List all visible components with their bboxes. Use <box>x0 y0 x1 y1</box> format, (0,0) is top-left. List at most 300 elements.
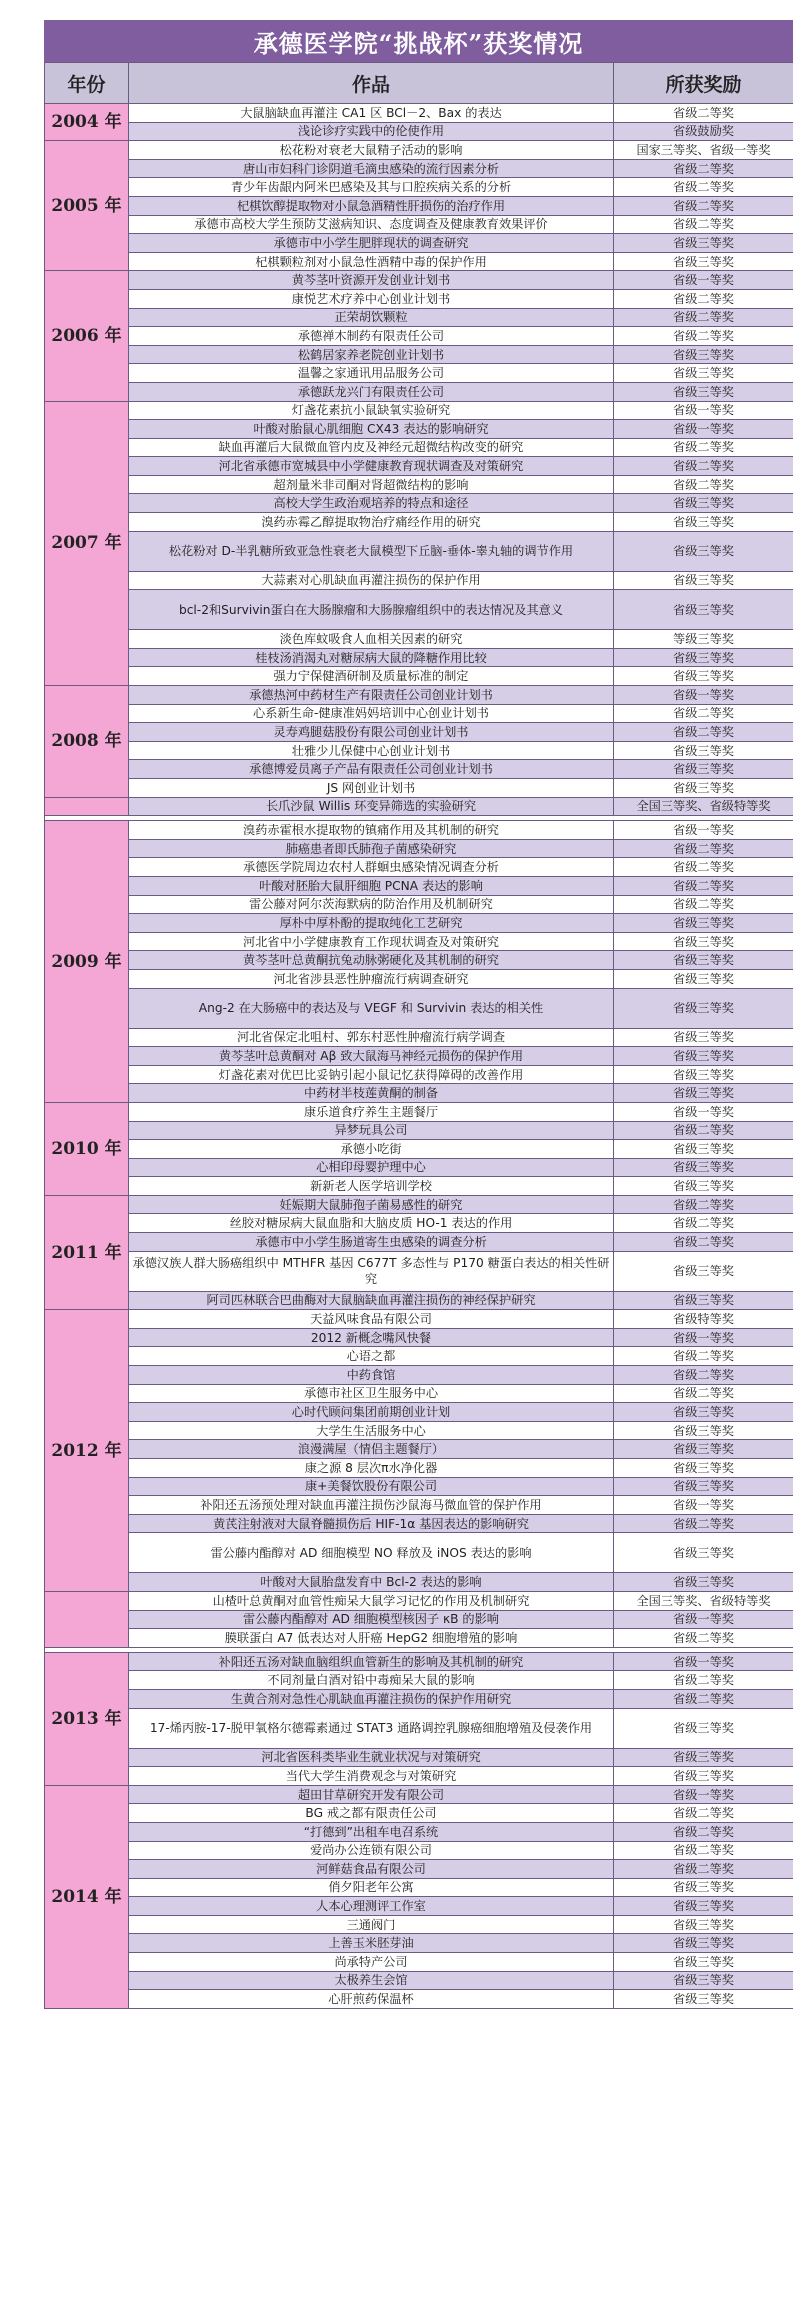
table-row <box>45 178 793 197</box>
award-cell: 省级二等奖 <box>614 475 793 494</box>
work-cell: 浪漫满屋（情侣主题餐厅） <box>129 1440 614 1459</box>
award-cell: 省级二等奖 <box>614 876 793 895</box>
work-cell: 松鹤居家养老院创业计划书 <box>129 345 614 364</box>
work-cell: 承德医学院周边农村人群蛔虫感染情况调查分析 <box>129 858 614 877</box>
award-cell: 省级二等奖 <box>614 704 793 723</box>
award-cell: 省级二等奖 <box>614 1214 793 1233</box>
table-row <box>45 779 793 798</box>
award-cell: 省级三等奖 <box>614 1403 793 1422</box>
award-cell: 等级三等奖 <box>614 630 793 649</box>
work-cell: 黄芩茎叶总黄酮对 Aβ 致大鼠海马神经元损伤的保护作用 <box>129 1047 614 1066</box>
award-cell: 省级三等奖 <box>614 1084 793 1103</box>
table-row <box>45 1102 793 1121</box>
table-row <box>45 1384 793 1403</box>
award-cell: 省级二等奖 <box>614 1233 793 1252</box>
table-row <box>45 494 793 513</box>
header-award: 所获奖励 <box>614 63 793 104</box>
table-row <box>45 648 793 667</box>
award-cell: 省级一等奖 <box>614 1652 793 1671</box>
work-cell: JS 网创业计划书 <box>129 779 614 798</box>
table-row <box>45 252 793 271</box>
work-cell: 不同剂量白酒对铅中毒痴呆大鼠的影响 <box>129 1671 614 1690</box>
work-cell: 上善玉米胚芽油 <box>129 1934 614 1953</box>
table-row <box>45 438 793 457</box>
work-cell: 补阳还五汤对缺血脑组织血管新生的影响及其机制的研究 <box>129 1652 614 1671</box>
work-cell: 超剂量米非司酮对肾超微结构的影响 <box>129 475 614 494</box>
work-cell: BG 戒之都有限责任公司 <box>129 1804 614 1823</box>
work-cell: bcl-2和Survivin蛋白在大肠腺瘤和大肠腺瘤组织中的表达情况及其意义 <box>129 590 614 630</box>
work-cell: 肺癌患者即氏肺孢子菌感染研究 <box>129 839 614 858</box>
award-cell: 省级三等奖 <box>614 1177 793 1196</box>
page-title: 承德医学院“挑战杯”获奖情况 <box>44 20 793 62</box>
table-row <box>45 159 793 178</box>
work-cell: 正荣胡饮颗粒 <box>129 308 614 327</box>
award-cell: 省级三等奖 <box>614 1971 793 1990</box>
work-cell: 17-烯丙胺-17-脱甲氧格尔德霉素通过 STAT3 通路调控乳腺癌细胞增殖及侵袭作用 <box>129 1708 614 1748</box>
table-row <box>45 308 793 327</box>
work-cell: 异梦玩具公司 <box>129 1121 614 1140</box>
work-cell: 爱尚办公连锁有限公司 <box>129 1841 614 1860</box>
table-row <box>45 289 793 308</box>
table-row <box>45 1767 793 1786</box>
work-cell: 人本心理测评工作室 <box>129 1897 614 1916</box>
award-cell: 省级二等奖 <box>614 1121 793 1140</box>
table-row <box>45 1028 793 1047</box>
work-cell: 承德汉族人群大肠癌组织中 MTHFR 基因 C677T 多态性与 P170 糖蛋白表达的相关性研究 <box>129 1251 614 1291</box>
work-cell: 灯盏花素对优巴比妥钠引起小鼠记忆获得障碍的改善作用 <box>129 1065 614 1084</box>
table-row <box>45 630 793 649</box>
award-cell: 省级一等奖 <box>614 420 793 439</box>
award-cell: 省级二等奖 <box>614 1689 793 1708</box>
award-cell: 省级三等奖 <box>614 951 793 970</box>
work-cell: 淡色库蚊吸食人血相关因素的研究 <box>129 630 614 649</box>
table-row <box>45 1496 793 1515</box>
award-cell: 省级三等奖 <box>614 1440 793 1459</box>
table-row <box>45 1158 793 1177</box>
table-row <box>45 667 793 686</box>
table-row <box>45 1689 793 1708</box>
table-row <box>45 457 793 476</box>
work-cell: 灵寿鸡腿菇股份有限公司创业计划书 <box>129 723 614 742</box>
award-cell: 省级二等奖 <box>614 1841 793 1860</box>
award-cell: 省级三等奖 <box>614 779 793 798</box>
table-row <box>45 531 793 571</box>
award-cell: 省级二等奖 <box>614 1860 793 1879</box>
award-cell: 省级三等奖 <box>614 494 793 513</box>
work-cell: 溴药赤霍根水提取物的镇痛作用及其机制的研究 <box>129 821 614 840</box>
work-cell: 大学生生活服务中心 <box>129 1421 614 1440</box>
work-cell: 河北省涉县恶性肿瘤流行病调查研究 <box>129 969 614 988</box>
table-row <box>45 1841 793 1860</box>
award-cell: 省级二等奖 <box>614 289 793 308</box>
work-cell: 壮雅少儿保健中心创业计划书 <box>129 741 614 760</box>
work-cell: 尚承特产公司 <box>129 1953 614 1972</box>
award-cell: 省级二等奖 <box>614 723 793 742</box>
table-row <box>45 1708 793 1748</box>
year-cell: 2008 年 <box>45 686 129 798</box>
work-cell: 承德市社区卫生服务中心 <box>129 1384 614 1403</box>
award-cell: 省级三等奖 <box>614 1767 793 1786</box>
award-cell: 省级鼓励奖 <box>614 122 793 141</box>
table-row <box>45 1573 793 1592</box>
work-cell: 心相印母婴护理中心 <box>129 1158 614 1177</box>
year-cell: 2005 年 <box>45 141 129 271</box>
work-cell: 灯盏花素抗小鼠缺氧实验研究 <box>129 401 614 420</box>
table-row <box>45 401 793 420</box>
table-row <box>45 1897 793 1916</box>
year-cell: 2009 年 <box>45 821 129 1103</box>
table-row <box>45 686 793 705</box>
award-cell: 省级三等奖 <box>614 932 793 951</box>
award-cell: 省级三等奖 <box>614 648 793 667</box>
award-cell: 省级特等奖 <box>614 1310 793 1329</box>
award-cell: 省级一等奖 <box>614 1785 793 1804</box>
award-cell: 省级三等奖 <box>614 1708 793 1748</box>
year-cell: 2011 年 <box>45 1195 129 1309</box>
work-cell: 承德禅木制药有限责任公司 <box>129 327 614 346</box>
work-cell: 康乐道食疗养生主题餐厅 <box>129 1102 614 1121</box>
award-cell: 省级一等奖 <box>614 1328 793 1347</box>
work-cell: 三通阀门 <box>129 1915 614 1934</box>
year-cell: 2013 年 <box>45 1652 129 1785</box>
table-row <box>45 1533 793 1573</box>
work-cell: 河北省保定北咀村、郭东村恶性肿瘤流行病学调查 <box>129 1028 614 1047</box>
award-cell: 省级三等奖 <box>614 667 793 686</box>
table-row <box>45 1347 793 1366</box>
work-cell: 补阳还五汤预处理对缺血再灌注损伤沙鼠海马微血管的保护作用 <box>129 1496 614 1515</box>
work-cell: 妊娠期大鼠肺孢子菌易感性的研究 <box>129 1195 614 1214</box>
table-row <box>45 1785 793 1804</box>
table-row <box>45 1214 793 1233</box>
table-row <box>45 1177 793 1196</box>
award-cell: 省级三等奖 <box>614 1251 793 1291</box>
award-cell: 省级二等奖 <box>614 215 793 234</box>
work-cell: 心语之都 <box>129 1347 614 1366</box>
award-cell: 省级三等奖 <box>614 513 793 532</box>
award-cell: 省级一等奖 <box>614 686 793 705</box>
award-cell: 省级三等奖 <box>614 1291 793 1310</box>
award-cell: 省级三等奖 <box>614 1028 793 1047</box>
table-row <box>45 914 793 933</box>
work-cell: 黄芩茎叶总黄酮抗兔动脉粥硬化及其机制的研究 <box>129 951 614 970</box>
award-cell: 省级三等奖 <box>614 741 793 760</box>
table-row <box>45 271 793 290</box>
work-cell: 河北省承德市宽城县中小学健康教育现状调查及对策研究 <box>129 457 614 476</box>
award-cell: 省级二等奖 <box>614 1822 793 1841</box>
award-cell: 省级一等奖 <box>614 821 793 840</box>
work-cell: 雷公藤对阿尔茨海默病的防治作用及机制研究 <box>129 895 614 914</box>
work-cell: 松花粉对 D-半乳糖所致亚急性衰老大鼠模型下丘脑-垂体-睾丸轴的调节作用 <box>129 531 614 571</box>
work-cell: “打德到”出租车电召系统 <box>129 1822 614 1841</box>
award-cell: 省级三等奖 <box>614 590 793 630</box>
award-cell: 省级三等奖 <box>614 1047 793 1066</box>
award-cell: 省级三等奖 <box>614 1065 793 1084</box>
work-cell: 天益风味食品有限公司 <box>129 1310 614 1329</box>
table-row <box>45 760 793 779</box>
table-row <box>45 1860 793 1879</box>
table-row <box>45 1403 793 1422</box>
work-cell: 叶酸对胚胎大鼠肝细胞 PCNA 表达的影响 <box>129 876 614 895</box>
awards-table-body <box>45 104 793 2009</box>
award-cell: 省级三等奖 <box>614 571 793 590</box>
award-cell: 省级三等奖 <box>614 252 793 271</box>
award-cell: 省级三等奖 <box>614 969 793 988</box>
work-cell: 康悦艺术疗养中心创业计划书 <box>129 289 614 308</box>
award-cell: 省级二等奖 <box>614 858 793 877</box>
table-row <box>45 1366 793 1385</box>
work-cell: 黄芪注射液对大鼠脊髓损伤后 HIF-1α 基因表达的影响研究 <box>129 1514 614 1533</box>
table-row <box>45 741 793 760</box>
table-row <box>45 364 793 383</box>
award-cell: 省级二等奖 <box>614 327 793 346</box>
table-row <box>45 382 793 401</box>
work-cell: 承德小吃街 <box>129 1140 614 1159</box>
award-cell: 省级三等奖 <box>614 234 793 253</box>
table-row <box>45 141 793 160</box>
table-row <box>45 1195 793 1214</box>
award-cell: 省级一等奖 <box>614 1102 793 1121</box>
table-row <box>45 1421 793 1440</box>
work-cell: 承德跃龙兴门有限责任公司 <box>129 382 614 401</box>
award-cell: 省级二等奖 <box>614 159 793 178</box>
award-cell: 省级三等奖 <box>614 1158 793 1177</box>
work-cell: 康+美餐饮股份有限公司 <box>129 1477 614 1496</box>
award-cell: 省级一等奖 <box>614 271 793 290</box>
table-row <box>45 1477 793 1496</box>
award-cell: 省级三等奖 <box>614 988 793 1028</box>
work-cell: 叶酸对胎鼠心肌细胞 CX43 表达的影响研究 <box>129 420 614 439</box>
table-row <box>45 1310 793 1329</box>
award-cell: 省级一等奖 <box>614 1496 793 1515</box>
work-cell: 俏夕阳老年公寓 <box>129 1878 614 1897</box>
table-row <box>45 1233 793 1252</box>
table-row <box>45 932 793 951</box>
work-cell: 承德博爱员离子产品有限责任公司创业计划书 <box>129 760 614 779</box>
work-cell: 黄芩茎叶资源开发创业计划书 <box>129 271 614 290</box>
work-cell: 承德市高校大学生预防艾滋病知识、态度调查及健康教育效果评价 <box>129 215 614 234</box>
table-row <box>45 1610 793 1629</box>
award-cell: 省级三等奖 <box>614 1915 793 1934</box>
award-cell: 省级一等奖 <box>614 1610 793 1629</box>
work-cell: 山楂叶总黄酮对血管性痴呆大鼠学习记忆的作用及机制研究 <box>129 1591 614 1610</box>
award-cell: 省级二等奖 <box>614 1671 793 1690</box>
work-cell: 雷公藤内酯醇对 AD 细胞模型 NO 释放及 iNOS 表达的影响 <box>129 1533 614 1573</box>
award-cell: 全国三等奖、省级特等奖 <box>614 797 793 816</box>
table-row <box>45 104 793 123</box>
table-row <box>45 1671 793 1690</box>
award-cell: 省级二等奖 <box>614 1195 793 1214</box>
award-cell: 省级二等奖 <box>614 438 793 457</box>
award-cell: 省级二等奖 <box>614 895 793 914</box>
work-cell: 松花粉对衰老大鼠精子活动的影响 <box>129 141 614 160</box>
award-cell: 省级三等奖 <box>614 1140 793 1159</box>
award-cell: 国家三等奖、省级一等奖 <box>614 141 793 160</box>
work-cell: 中药食馆 <box>129 1366 614 1385</box>
table-row <box>45 1047 793 1066</box>
work-cell: 承德热河中药材生产有限责任公司创业计划书 <box>129 686 614 705</box>
table-row <box>45 215 793 234</box>
table-row <box>45 1822 793 1841</box>
work-cell: 2012 新概念嘴风快餐 <box>129 1328 614 1347</box>
award-cell: 省级三等奖 <box>614 1459 793 1478</box>
table-row <box>45 327 793 346</box>
award-cell: 省级三等奖 <box>614 364 793 383</box>
award-cell: 省级二等奖 <box>614 104 793 123</box>
work-cell: 唐山市妇科门诊阴道毛滴虫感染的流行因素分析 <box>129 159 614 178</box>
table-row <box>45 122 793 141</box>
award-cell: 省级三等奖 <box>614 531 793 571</box>
year-cell <box>45 1591 129 1647</box>
table-header-row <box>45 63 793 104</box>
table-row <box>45 969 793 988</box>
table-row <box>45 590 793 630</box>
awards-table <box>44 62 793 2009</box>
table-row <box>45 1915 793 1934</box>
work-cell: 膜联蛋白 A7 低表达对人肝癌 HepG2 细胞增殖的影响 <box>129 1629 614 1648</box>
work-cell: 心系新生命-健康准妈妈培训中心创业计划书 <box>129 704 614 723</box>
table-row <box>45 1748 793 1767</box>
work-cell: 温馨之家通讯用品服务公司 <box>129 364 614 383</box>
work-cell: 丝胶对糖尿病大鼠血脂和大脑皮质 HO-1 表达的作用 <box>129 1214 614 1233</box>
table-row <box>45 1629 793 1648</box>
year-cell: 2012 年 <box>45 1310 129 1592</box>
work-cell: 承德市中小学生肥胖现状的调查研究 <box>129 234 614 253</box>
work-cell: 强力宁保健酒研制及质量标准的制定 <box>129 667 614 686</box>
work-cell: 杞棋饮醇提取物对小鼠急酒精性肝损伤的治疗作用 <box>129 196 614 215</box>
work-cell: 厚朴中厚朴酚的提取纯化工艺研究 <box>129 914 614 933</box>
awards-document <box>44 20 793 2009</box>
award-cell: 省级三等奖 <box>614 1878 793 1897</box>
table-row <box>45 1084 793 1103</box>
table-row <box>45 988 793 1028</box>
table-row <box>45 1328 793 1347</box>
award-cell: 省级三等奖 <box>614 914 793 933</box>
award-cell: 省级三等奖 <box>614 1573 793 1592</box>
work-cell: 超田甘草研究开发有限公司 <box>129 1785 614 1804</box>
year-cell: 2006 年 <box>45 271 129 401</box>
award-cell: 省级三等奖 <box>614 1990 793 2009</box>
table-row <box>45 571 793 590</box>
award-cell: 省级二等奖 <box>614 1629 793 1648</box>
table-row <box>45 1804 793 1823</box>
award-cell: 省级二等奖 <box>614 457 793 476</box>
work-cell: 大鼠脑缺血再灌注 CA1 区 BCl－2、Bax 的表达 <box>129 104 614 123</box>
work-cell: Ang-2 在大肠癌中的表达及与 VEGF 和 Survivin 表达的相关性 <box>129 988 614 1028</box>
work-cell: 缺血再灌后大鼠微血管内皮及神经元超微结构改变的研究 <box>129 438 614 457</box>
work-cell: 河北省医科类毕业生就业状况与对策研究 <box>129 1748 614 1767</box>
award-cell: 省级二等奖 <box>614 1347 793 1366</box>
work-cell: 中药材半枝莲黄酮的制备 <box>129 1084 614 1103</box>
award-cell: 省级三等奖 <box>614 1953 793 1972</box>
table-row <box>45 234 793 253</box>
work-cell: 河鲜菇食品有限公司 <box>129 1860 614 1879</box>
work-cell: 浅论诊疗实践中的伦使作用 <box>129 122 614 141</box>
year-cell: 2004 年 <box>45 104 129 141</box>
table-row <box>45 876 793 895</box>
work-cell: 叶酸对大鼠胎盘发育中 Bcl-2 表达的影响 <box>129 1573 614 1592</box>
award-cell: 省级三等奖 <box>614 760 793 779</box>
table-row <box>45 821 793 840</box>
award-cell: 省级三等奖 <box>614 1934 793 1953</box>
award-cell: 省级二等奖 <box>614 1804 793 1823</box>
table-row <box>45 951 793 970</box>
work-cell: 青少年齿龈内阿米巴感染及其与口腔疾病关系的分析 <box>129 178 614 197</box>
work-cell: 阿司匹林联合巴曲酶对大鼠脑缺血再灌注损伤的神经保护研究 <box>129 1291 614 1310</box>
year-cell: 2007 年 <box>45 401 129 686</box>
work-cell: 生黄合剂对急性心肌缺血再灌注损伤的保护作用研究 <box>129 1689 614 1708</box>
table-row <box>45 704 793 723</box>
table-row <box>45 1971 793 1990</box>
work-cell: 溴药赤霉乙醇提取物治疗痛经作用的研究 <box>129 513 614 532</box>
work-cell: 新新老人医学培训学校 <box>129 1177 614 1196</box>
table-row <box>45 858 793 877</box>
work-cell: 心肝煎药保温杯 <box>129 1990 614 2009</box>
award-cell: 省级二等奖 <box>614 839 793 858</box>
table-row <box>45 1440 793 1459</box>
table-row <box>45 1251 793 1291</box>
table-row <box>45 475 793 494</box>
award-cell: 省级二等奖 <box>614 1384 793 1403</box>
work-cell: 桂枝汤消渴丸对糖尿病大鼠的降糖作用比较 <box>129 648 614 667</box>
award-cell: 省级二等奖 <box>614 308 793 327</box>
award-cell: 省级三等奖 <box>614 345 793 364</box>
table-row <box>45 1459 793 1478</box>
table-row <box>45 420 793 439</box>
work-cell: 河北省中小学健康教育工作现状调查及对策研究 <box>129 932 614 951</box>
award-cell: 省级三等奖 <box>614 1533 793 1573</box>
table-row <box>45 196 793 215</box>
award-cell: 省级二等奖 <box>614 1366 793 1385</box>
table-row <box>45 513 793 532</box>
work-cell: 心时代顾问集团前期创业计划 <box>129 1403 614 1422</box>
table-row <box>45 895 793 914</box>
header-work: 作品 <box>129 63 614 104</box>
table-row <box>45 1878 793 1897</box>
award-cell: 省级三等奖 <box>614 1477 793 1496</box>
work-cell: 康之源 8 层次π水净化器 <box>129 1459 614 1478</box>
award-cell: 全国三等奖、省级特等奖 <box>614 1591 793 1610</box>
table-row <box>45 1990 793 2009</box>
table-row <box>45 1591 793 1610</box>
table-row <box>45 797 793 816</box>
table-row <box>45 723 793 742</box>
award-cell: 省级二等奖 <box>614 1514 793 1533</box>
year-cell: 2010 年 <box>45 1102 129 1195</box>
award-cell: 省级三等奖 <box>614 1748 793 1767</box>
table-row <box>45 1934 793 1953</box>
work-cell: 雷公藤内酯醇对 AD 细胞模型核因子 κB 的影响 <box>129 1610 614 1629</box>
award-cell: 省级三等奖 <box>614 1421 793 1440</box>
table-row <box>45 839 793 858</box>
header-year: 年份 <box>45 63 129 104</box>
work-cell: 大蒜素对心肌缺血再灌注损伤的保护作用 <box>129 571 614 590</box>
year-cell <box>45 797 129 816</box>
table-row <box>45 1953 793 1972</box>
year-cell: 2014 年 <box>45 1785 129 2008</box>
table-row <box>45 1514 793 1533</box>
table-row <box>45 1291 793 1310</box>
award-cell: 省级三等奖 <box>614 1897 793 1916</box>
award-cell: 省级一等奖 <box>614 401 793 420</box>
work-cell: 杞棋颗粒剂对小鼠急性酒精中毒的保护作用 <box>129 252 614 271</box>
table-row <box>45 1652 793 1671</box>
work-cell: 承德市中小学生肠道寄生虫感染的调查分析 <box>129 1233 614 1252</box>
award-cell: 省级二等奖 <box>614 196 793 215</box>
table-row <box>45 1065 793 1084</box>
work-cell: 高校大学生政治观培养的特点和途径 <box>129 494 614 513</box>
table-row <box>45 1140 793 1159</box>
work-cell: 当代大学生消费观念与对策研究 <box>129 1767 614 1786</box>
